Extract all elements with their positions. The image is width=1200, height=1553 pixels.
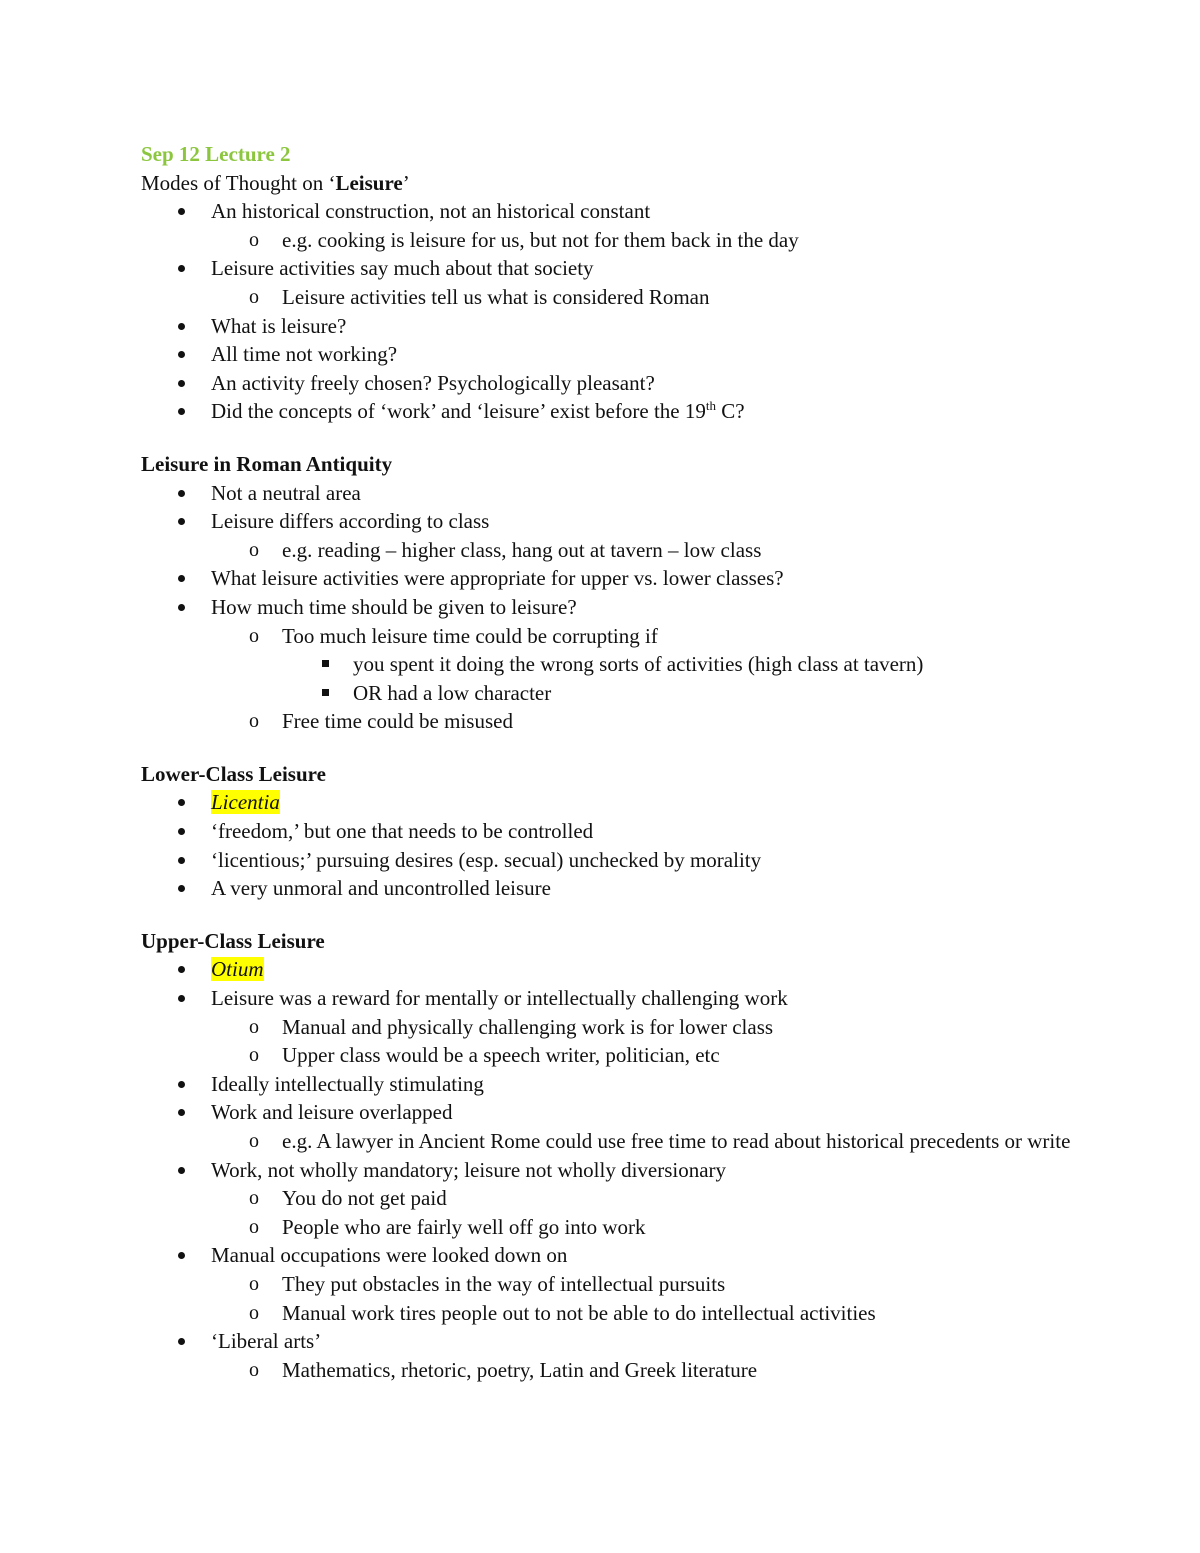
list-item-text: Not a neutral area <box>211 480 361 505</box>
sub-list-item <box>141 283 1141 312</box>
list-item <box>141 312 1141 341</box>
list-item-text: Work, not wholly mandatory; leisure not wholly diversionary <box>211 1157 727 1182</box>
circle-bullet-icon: o <box>249 1187 259 1210</box>
list-item <box>141 564 1141 593</box>
list-item-text: People who are fairly well off go into work <box>282 1214 646 1239</box>
list-item <box>141 1070 1141 1099</box>
list-item-text: An historical construction, not an historical constant <box>211 199 651 224</box>
intro-prefix: Modes of Thought on ‘ <box>141 170 336 195</box>
circle-bullet-icon: o <box>249 710 259 733</box>
list-item <box>141 197 1141 226</box>
list-item-text: What leisure activities were appropriate for upper vs. lower classes? <box>211 566 784 591</box>
sub-sub-list-item <box>141 650 1141 679</box>
list-item-text: A very unmoral and uncontrolled leisure <box>211 876 551 901</box>
sub-list-item <box>141 1013 1141 1042</box>
list-item <box>141 397 1141 426</box>
superscript: th <box>705 398 716 414</box>
list-item <box>141 1098 1141 1127</box>
list-item <box>141 874 1141 903</box>
circle-bullet-icon: o <box>249 624 259 647</box>
spacer <box>141 903 1141 927</box>
list-item-text: Leisure differs according to class <box>211 509 490 534</box>
list-item-text: Leisure activities tell us what is considered Roman <box>282 284 710 309</box>
list-item-text: Work and leisure overlapped <box>211 1100 453 1125</box>
sub-list-item <box>141 1356 1141 1385</box>
lecture-notes-page <box>141 140 1141 1384</box>
circle-bullet-icon: o <box>249 228 259 251</box>
list-item <box>141 507 1141 536</box>
list-item-text: e.g. A lawyer in Ancient Rome could use free time to read about historical precedents or write <box>282 1129 1071 1153</box>
circle-bullet-icon: o <box>249 1044 259 1067</box>
list-item-text: They put obstacles in the way of intellectual pursuits <box>282 1271 726 1296</box>
sub-list-item <box>141 1127 1142 1156</box>
list-item-text: ‘licentious;’ pursuing desires (esp. secual) unchecked by morality <box>211 847 762 872</box>
list-item-text: Did the concepts of ‘work’ and ‘leisure’ exist before the 19 <box>211 399 706 424</box>
list-item <box>141 817 1141 846</box>
list-item <box>141 955 1141 984</box>
intro-line <box>141 169 1141 198</box>
sub-list-item <box>141 622 1141 651</box>
list-item-text: Leisure was a reward for mentally or intellectually challenging work <box>211 986 788 1011</box>
list-item-text: Mathematics, rhetoric, poetry, Latin and Greek literature <box>282 1357 758 1382</box>
list-item-text: All time not working? <box>211 342 398 367</box>
list-item-text: ‘freedom,’ but one that needs to be controlled <box>211 819 594 844</box>
circle-bullet-icon: o <box>249 1301 259 1324</box>
intro-bold-word: Leisure <box>335 170 403 195</box>
list-item-text: An activity freely chosen? Psychologically pleasant? <box>211 370 655 395</box>
highlighted-term: Otium <box>211 957 264 982</box>
list-item-text: What is leisure? <box>211 313 347 338</box>
circle-bullet-icon: o <box>249 538 259 561</box>
list-item-text: Manual work tires people out to not be able to do intellectual activities <box>282 1300 876 1325</box>
list-item-text: Ideally intellectually stimulating <box>211 1071 484 1096</box>
list-item <box>141 340 1141 369</box>
list-item-text: you spent it doing the wrong sorts of activities (high class at tavern) <box>353 652 924 677</box>
list-item-text: You do not get paid <box>282 1186 447 1211</box>
list-item-text: How much time should be given to leisure? <box>211 594 577 619</box>
list-item <box>141 479 1141 508</box>
sub-list-item <box>141 226 1141 255</box>
list-item-text: Manual occupations were looked down on <box>211 1243 568 1268</box>
list-item-text: Leisure activities say much about that society <box>211 256 594 281</box>
circle-bullet-icon: o <box>249 1015 259 1038</box>
section-heading: Upper-Class Leisure <box>141 928 325 953</box>
circle-bullet-icon: o <box>249 1272 259 1295</box>
sub-list-item <box>141 1184 1141 1213</box>
section-heading: Lower-Class Leisure <box>141 761 326 786</box>
sub-list-item <box>141 1213 1141 1242</box>
list-item-text: ‘Liberal arts’ <box>211 1329 322 1354</box>
sub-list-item <box>141 1041 1141 1070</box>
spacer <box>141 426 1141 450</box>
list-item-text: e.g. reading – higher class, hang out at tavern – low class <box>282 537 762 562</box>
circle-bullet-icon: o <box>249 1215 259 1238</box>
list-item <box>141 788 1141 817</box>
sub-list-item <box>141 1299 1141 1328</box>
lecture-date-title: Sep 12 Lecture 2 <box>141 142 291 166</box>
list-item <box>141 1156 1141 1185</box>
list-item <box>141 984 1141 1013</box>
sub-list-item <box>141 1270 1141 1299</box>
list-item-text: e.g. cooking is leisure for us, but not for them back in the day <box>282 227 799 252</box>
list-item <box>141 593 1141 622</box>
list-item-text: Too much leisure time could be corrupting if <box>282 623 658 648</box>
list-item-text-end: C? <box>716 399 745 424</box>
highlighted-term: Licentia <box>211 790 280 815</box>
section-heading: Leisure in Roman Antiquity <box>141 451 393 476</box>
circle-bullet-icon: o <box>249 1130 259 1152</box>
list-item-text: Manual and physically challenging work is for lower class <box>282 1014 774 1039</box>
circle-bullet-icon: o <box>249 1358 259 1381</box>
sub-list-item <box>141 536 1141 565</box>
list-item-text: Free time could be misused <box>282 709 513 734</box>
sub-sub-list-item <box>141 679 1141 708</box>
list-item-text: Upper class would be a speech writer, politician, etc <box>282 1043 720 1068</box>
list-item <box>141 254 1141 283</box>
list-item <box>141 1241 1141 1270</box>
list-item <box>141 846 1141 875</box>
spacer <box>141 736 1141 760</box>
circle-bullet-icon: o <box>249 285 259 308</box>
sub-list-item <box>141 707 1141 736</box>
list-item <box>141 369 1141 398</box>
intro-suffix: ’ <box>402 170 410 195</box>
list-item <box>141 1327 1141 1356</box>
list-item-text: OR had a low character <box>353 680 552 705</box>
